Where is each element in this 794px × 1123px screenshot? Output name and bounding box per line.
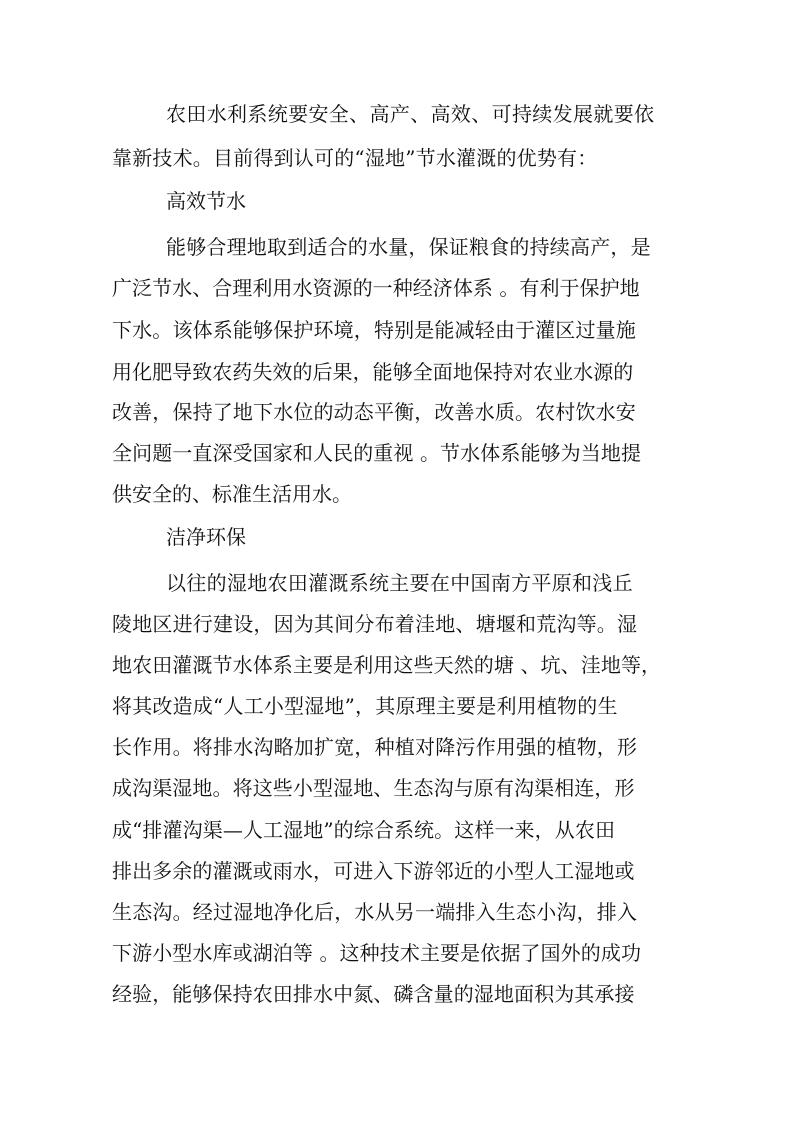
intro-line-1: 农田水利系统要安全、高产、高效、可持续发展就要依	[166, 102, 655, 126]
intro-line-2: 靠新技术。目前得到认可的“湿地”节水灌溉的优势有：	[112, 146, 598, 170]
section-1-line-7: 供安全的、标准生活用水。	[112, 482, 352, 506]
section-heading-clean-environment: 洁净环保	[166, 525, 246, 549]
section-1-line-6: 全问题一直深受国家和人民的重视 。节水体系能够为当地提	[112, 441, 642, 465]
section-2-line-7: 成“排灌沟渠—人工湿地”的综合系统。这样一来，从农田	[112, 818, 616, 842]
section-1-line-1: 能够合理地取到适合的水量，保证粮食的持续高产，是	[166, 235, 651, 259]
section-2-line-1: 以往的湿地农田灌溉系统主要在中国南方平原和浅丘	[166, 571, 633, 595]
section-heading-efficient-water-saving: 高效节水	[166, 189, 246, 213]
section-2-line-2: 陵地区进行建设，因为其间分布着洼地、塘堰和荒沟等。湿	[112, 612, 638, 636]
section-1-line-2: 广泛节水、合理利用水资源的一种经济体系 。有利于保护地	[112, 276, 640, 300]
section-1-line-4: 用化肥导致农药失效的后果，能够全面地保持对农业水源的	[112, 360, 634, 384]
section-2-line-11: 经验，能够保持农田排水中氮、磷含量的湿地面积为其承接	[112, 982, 635, 1006]
section-1-line-3: 下水。该体系能够保护环境，特别是能减轻由于灌区过量施	[112, 318, 636, 342]
section-2-line-6: 成沟渠湿地。将这些小型湿地、生态沟与原有沟渠相连，形	[112, 776, 635, 800]
section-2-line-3: 地农田灌溉节水体系主要是利用这些天然的塘 、坑、洼地等，	[112, 653, 662, 677]
section-2-line-5: 长作用。将排水沟略加扩宽，种植对降污作用强的植物，形	[112, 735, 638, 759]
section-2-line-4: 将其改造成“人工小型湿地”，其原理主要是利用植物的生	[112, 694, 618, 718]
section-1-line-5: 改善，保持了地下水位的动态平衡，改善水质。农村饮水安	[112, 400, 636, 424]
section-2-line-9: 生态沟。经过湿地净化后，水从另一端排入生态小沟，排入	[112, 900, 638, 924]
section-2-line-10: 下游小型水库或湖泊等 。这种技术主要是依据了国外的成功	[112, 941, 642, 965]
section-2-line-8: 排出多余的灌溉或雨水，可进入下游邻近的小型人工湿地或	[112, 859, 635, 883]
